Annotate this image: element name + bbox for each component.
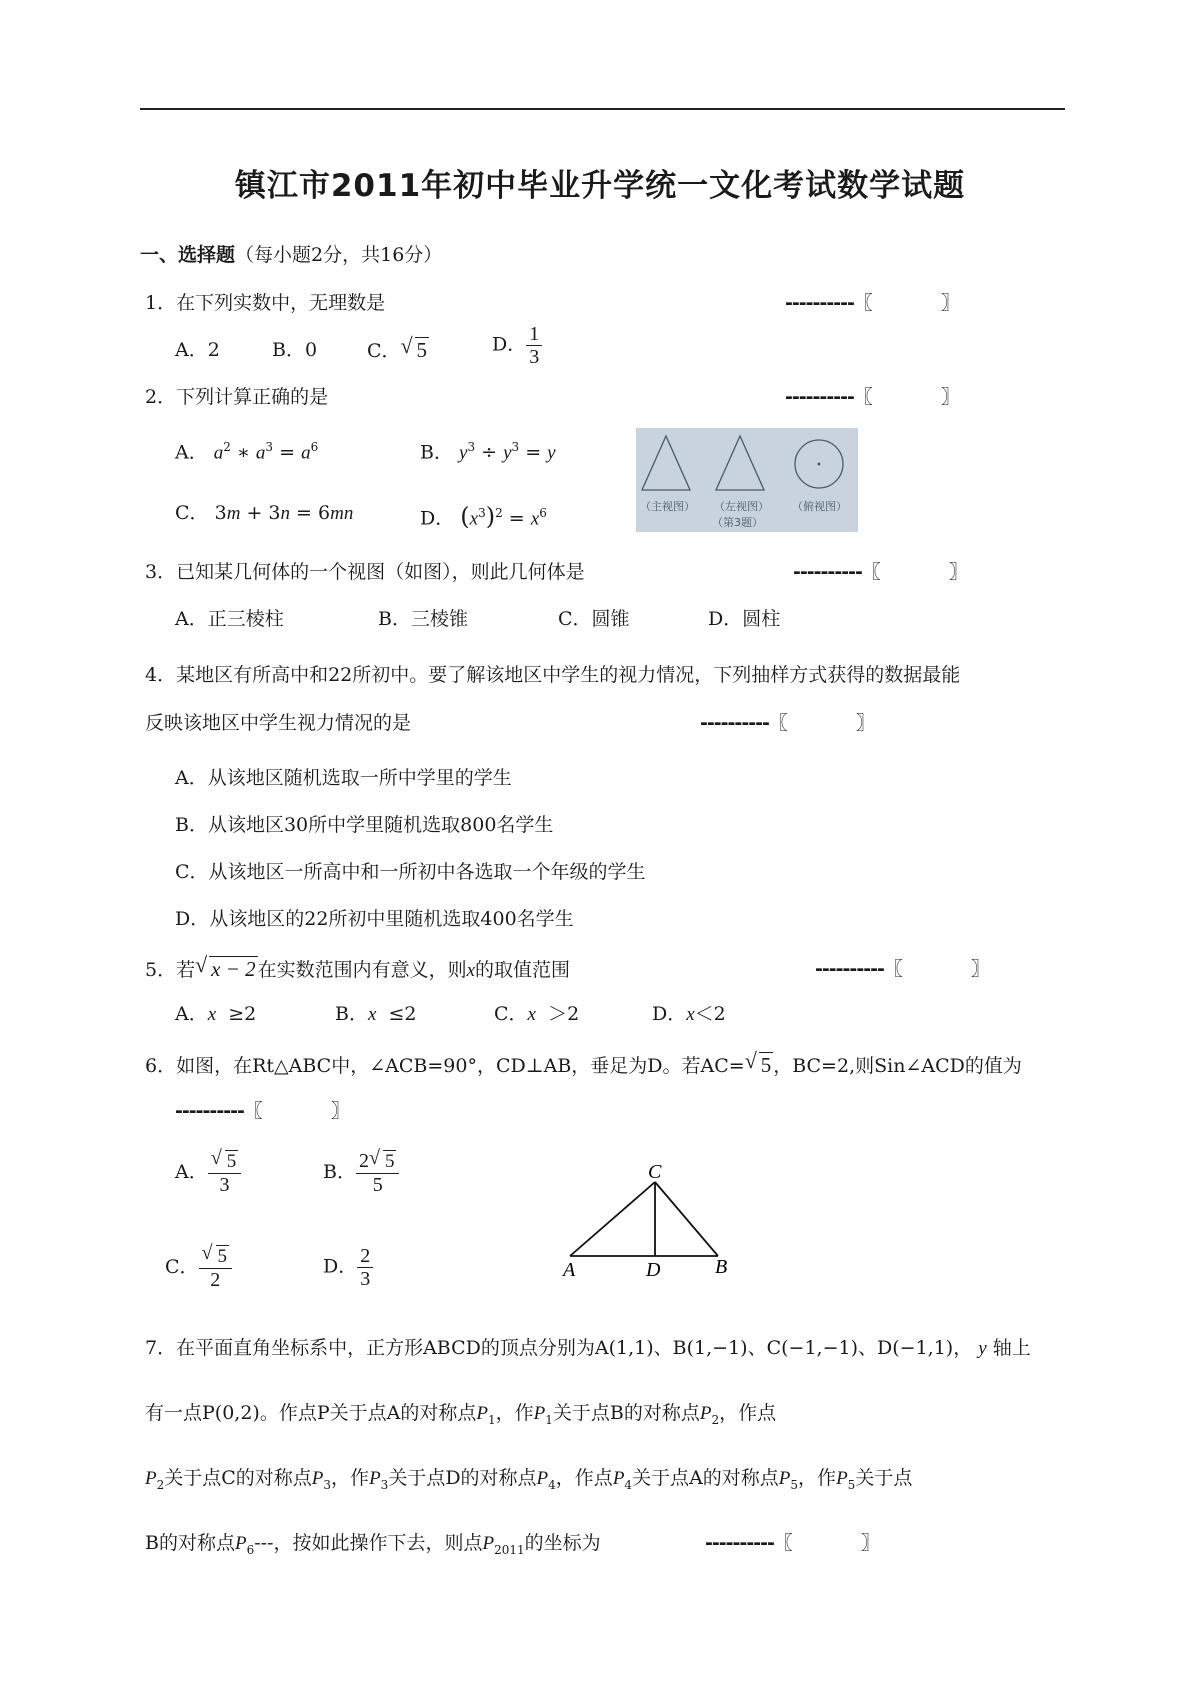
q3-option-d: D．圆柱 xyxy=(708,608,781,630)
segment-ac xyxy=(570,1182,655,1256)
vertex-a-label: A xyxy=(563,1259,576,1280)
q1-option-b: B．0 xyxy=(272,339,318,361)
q2-stem: 2．下列计算正确的是 xyxy=(145,386,329,408)
q5-option-a: A．x ≥2 xyxy=(175,1003,257,1025)
q7-line3: $P_2$关于点C的对称点$P_3$，作$P_3$关于点D的对称点$P_4$，作点$P_4$关于点A的对称点$P_5$，作$P_5$关于点 xyxy=(145,1467,913,1492)
q6-option-c: C． √ 5 2 xyxy=(165,1245,232,1291)
q3-answer-blank[interactable]: ----------〖 〗 xyxy=(793,561,968,583)
q6-option-a: A． √ 5 3 xyxy=(175,1150,241,1196)
q7-line2: 有一点P(0,2)。作点P关于点A的对称点$P_1$，作$P_1$关于点B的对称点$P_2$，作点 xyxy=(145,1402,777,1427)
q3-option-c: C．圆锥 xyxy=(558,608,630,630)
q5-stem: 5．若 √ x − 2 在实数范围内有意义，则x的取值范围 xyxy=(145,952,571,981)
side-view-label: （左视图） xyxy=(714,500,769,513)
q3-stem: 3．已知某几何体的一个视图（如图），则此几何体是 xyxy=(145,561,585,583)
q6-option-b: B． 2 √ 5 5 xyxy=(323,1150,399,1196)
section-heading: 一、选择题（每小题2分，共16分） xyxy=(140,244,443,266)
q1-answer-blank[interactable]: ----------〖 〗 xyxy=(785,292,960,314)
q2-option-b: B． $y^3 \div y^3 = y$ xyxy=(420,440,556,464)
triangle-figure xyxy=(555,1160,745,1280)
q2-option-d: D． $(x^3)^2 = x^6$ xyxy=(420,502,547,531)
q4-option-a: A．从该地区随机选取一所中学里的学生 xyxy=(175,767,512,789)
q6-answer-blank[interactable]: ----------〖 〗 xyxy=(175,1100,350,1122)
q5-option-c: C．x ＞2 xyxy=(494,1003,580,1025)
header-rule xyxy=(140,108,1065,110)
segment-cb xyxy=(655,1182,718,1256)
q3-option-a: A．正三棱柱 xyxy=(175,608,284,630)
q5-option-b: B．x ≤2 xyxy=(335,1003,417,1025)
q4-stem-line2: 反映该地区中学生视力情况的是 xyxy=(145,712,412,734)
q7-line4: B的对称点$P_6---$，按如此操作下去，则点$P_{2011}$的坐标为 xyxy=(145,1532,601,1557)
q4-answer-blank[interactable]: ----------〖 〗 xyxy=(700,712,875,734)
q1-option-d: D． $\frac{1}{3}$ xyxy=(492,323,542,368)
q2-option-c: C． 3m + 3n = 6mn xyxy=(175,502,354,524)
q6-stem: 6．如图，在Rt△ABC中，∠ACB=90°，CD⊥AB，垂足为D。若AC= √ 5 ，BC=2,则Sin∠ACD的值为 xyxy=(145,1048,1022,1077)
q3-option-b: B．三棱锥 xyxy=(378,608,468,630)
q4-option-b: B．从该地区30所中学里随机选取800名学生 xyxy=(175,814,554,836)
q4-option-d: D．从该地区的22所初中里随机选取400名学生 xyxy=(175,908,574,930)
vertex-c-label: C xyxy=(648,1161,662,1183)
q7-line1: 7．在平面直角坐标系中，正方形ABCD的顶点分别为A(1,1)、B(1,−1)、C(−1,−1)、D(−1,1)， y 轴上 xyxy=(145,1337,1031,1359)
q4-stem-line1: 4．某地区有所高中和22所初中。要了解该地区中学生的视力情况，下列抽样方式获得的数据最能 xyxy=(145,664,961,686)
q2-option-a: A． $a^2$ ∗ $a^3 = a^6$ xyxy=(175,440,319,464)
q1-option-a: A．2 xyxy=(175,339,220,361)
front-view-label: （主视图） xyxy=(640,500,695,513)
three-views-figure xyxy=(636,428,858,532)
q7-answer-blank[interactable]: ----------〖 〗 xyxy=(705,1532,880,1554)
q5-option-d: D．x＜2 xyxy=(652,1003,726,1025)
vertex-b-label: B xyxy=(715,1256,728,1278)
q6-option-d: D． $\frac{2}{3}$ xyxy=(323,1245,373,1290)
q2-answer-blank[interactable]: ----------〖 〗 xyxy=(785,386,960,408)
figure-caption: （第3题） xyxy=(712,516,763,529)
page-title: 镇江市2011年初中毕业升学统一文化考试数学试题 xyxy=(234,168,966,204)
vertex-d-label: D xyxy=(646,1259,661,1280)
q1-stem: 1．在下列实数中，无理数是 xyxy=(145,292,386,314)
q4-option-c: C．从该地区一所高中和一所初中各选取一个年级的学生 xyxy=(175,861,646,883)
top-view-label: （俯视图） xyxy=(792,500,847,513)
q5-answer-blank[interactable]: ----------〖 〗 xyxy=(815,958,990,980)
q1-option-c: C． √ 5 xyxy=(367,333,428,362)
